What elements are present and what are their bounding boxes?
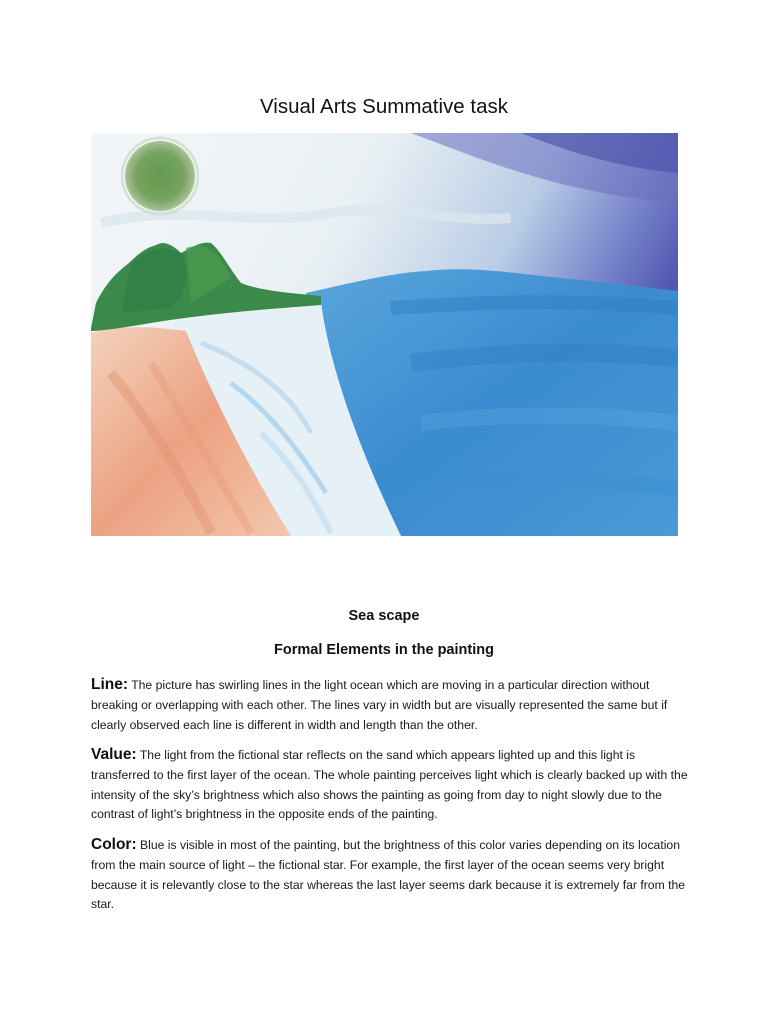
- term-value: Value:: [91, 746, 137, 763]
- text-line: The picture has swirling lines in the light ocean which are moving in a particular direction without breaking or overlapping with each other. The lines vary in width but are visually represented the same but if clearly observed each line is different in width and length than the other.: [91, 678, 668, 732]
- painting-subtitle: Sea scape: [348, 608, 420, 624]
- text-value: The light from the fictional star reflects on the sand which appears lighted up and this light is transferred to the first layer of the ocean. The whole painting perceives light which is clearly backed up with the intensity of the sky’s brightness which also shows the painting as going from day to night slowly due to the contrast of light’s brightness in the opposite ends of the painting.: [91, 748, 688, 822]
- watercolor-seascape-painting: [91, 133, 678, 536]
- fictional-star: [125, 141, 195, 211]
- page-title: Visual Arts Summative task: [260, 95, 508, 118]
- paragraph-color: [91, 835, 691, 915]
- text-color: Blue is visible in most of the painting, but the brightness of this color varies depending on its location from the main source of light – the fictional star. For example, the first layer of the ocean seems very bright because it is relevantly close to the star whereas the last layer seems dark because it is extremely far from the star.: [91, 838, 686, 912]
- paragraph-value: [91, 745, 691, 825]
- section-heading: Formal Elements in the painting: [274, 642, 494, 658]
- term-color: Color:: [91, 836, 137, 853]
- seascape-image: [91, 133, 678, 536]
- paragraph-line: [91, 675, 691, 735]
- term-line: Line:: [91, 676, 129, 693]
